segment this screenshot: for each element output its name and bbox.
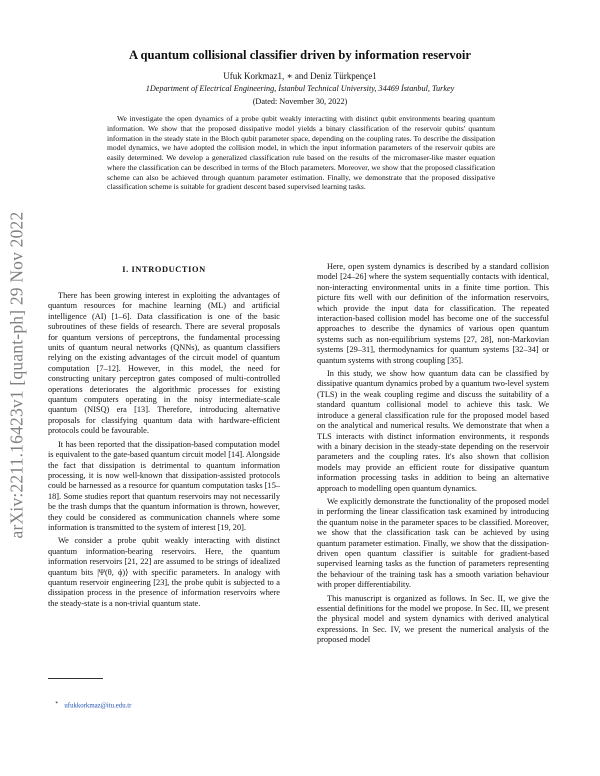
intro-paragraph: We consider a probe qubit weakly interacting with distinct quantum information-bearing reservoirs. Here, the quantum information reservoirs [21, 22] are assumed to be strings of idealized quantum bits |Ψ(θ, ϕ)⟩ with specific parameters. In analogy with quantum reservoir engineering [23], the probe qubit is subjected to a dissipation process in the presence of information reservoirs where the steady-state is a non-trivial quantum state. [48,536,280,608]
body-paragraph: We explicitly demonstrate the functionality of the proposed model in performing the linear classification task examined by introducing the quantum noise in the parameter spaces to be classified. Moreover, we show that the classification task can be achieved by using quantum parameter estimation. Finally, we show that the dissipation-driven open quantum classifier is suitable for gradient-based supervised learning tasks as the function of parameters representing the behaviour of the training task has a smooth variation behaviour with proper differentiability. [317,496,549,590]
footnote [55,700,131,709]
paper-title: A quantum collisional classifier driven by information reservoir [128,48,471,62]
author-list: Ufuk Korkmaz1, ∗ and Deniz Türkpençe1 [223,71,377,81]
body-paragraph: In this study, we show how quantum data can be classified by dissipative quantum dynamics probed by a quantum two-level system (TLS) in the weak coupling regime and discuss the suitability of a standard quantum collisional model to achieve this task. We introduce a general classification rule for the proposed model based on the analytical and numerical results. We demonstrate that when a TLS interacts with distinct information environments, it responds with a binary decision in the steady-state depending on the reservoir parameters and the coupling rates. It's also shown that collision models may provide an efficient route for dissipative quantum information processing tasks in addition to being an alternative approach to modelling open quantum dynamics. [317,369,549,493]
left-column [48,262,280,612]
affiliation: 1Department of Electrical Engineering, İstanbul Technical University, 34469 İstanbul, Turkey [145,84,455,93]
section-heading-introduction: I. INTRODUCTION [122,265,206,274]
body-paragraph: This manuscript is organized as follows. In Sec. II, we give the essential definitions for the model we propose. In Sec. III, we present the physical model and system dynamics with derived analytical expressions. In Sec. IV, we present the numerical analysis of the proposed model [317,593,549,645]
footnote-mark: ∗ [55,701,59,706]
footnote-rule [48,678,103,679]
intro-paragraph: There has been growing interest in exploiting the advantages of quantum resources for machine learning (ML) and artificial intelligence (AI) [1–6]. Data classification is one of the basic subroutines of these fields of research. There are several proposals for quantum versions of perceptrons, the fundamental processing units of quantum neural networks (QNNs), as quantum classifiers relying on the existing advantages of the circuit model of quantum computation [7–12]. However, in this model, the need for constructing unitary perceptron gates composed of multi-controlled operations deteriorates the algorithmic processes for existing quantum computers operating in the noisy intermediate-scale quantum (NISQ) era [13]. Therefore, introducing alternative proposals for classifying quantum data with hardware-efficient protocols could be favourable. [48,291,280,436]
body-paragraph: Here, open system dynamics is described by a standard collision model [24–26] where the system sequentially contacts with identical, non-interacting environmental units in a finite time portion. This picture fits well with our definition of the information reservoirs, which provide the input data for classification. The repeated interaction-based collision model has become one of the successful approaches to describe the dynamics of various open quantum systems such as non-equilibrium systems [27, 28], non-Markovian systems [29–31], thermodynamics for quantum systems [32–34] or quantum systems with strong coupling [35]. [317,262,549,365]
intro-paragraph: It has been reported that the dissipation-based computation model is equivalent to the gate-based quantum circuit model [14]. Alongside the fact that dissipation is detrimental to quantum information processing, it is now well-known that dissipation-assisted protocols could be harnessed as a resource for quantum computation tasks [15–18]. Some studies report that quantum reservoirs may not necessarily be the trash dumps that the quantum information is thrown, however, they could be considered as communication channels where some information is transmitted to the system of interest [19, 20]. [48,439,280,532]
arxiv-id: arXiv:2211.16423v1 [quant-ph] 29 Nov 2022 [6,211,27,539]
author-email-link[interactable]: ufukkorkmaz@itu.edu.tr [64,702,132,710]
abstract: We investigate the open dynamics of a probe qubit weakly interacting with distinct qubit environments bearing quantum information. We show that the proposed dissipative model yields a binary classification of the reservoir qubits' quantum information in the steady state in the Bloch qubit parameter space, depending on the coupling rates. To describe the dissipation model dynamics, we have adopted the collision model, in which the input information parameters of the reservoir qubits are easily determined. We develop a generalized classification rule based on the results of the micromaser-like master equation where the classification can be described in terms of the Bloch parameters. Moreover, we show that the proposed classification scheme can also be achieved through quantum parameter estimation. Finally, we demonstrate that the proposed dissipative classification scheme is suitable for gradient descent based supervised learning tasks. [107,114,495,192]
right-column [317,262,549,649]
arxiv-watermark [0,180,34,570]
date-line: (Dated: November 30, 2022) [252,97,348,106]
